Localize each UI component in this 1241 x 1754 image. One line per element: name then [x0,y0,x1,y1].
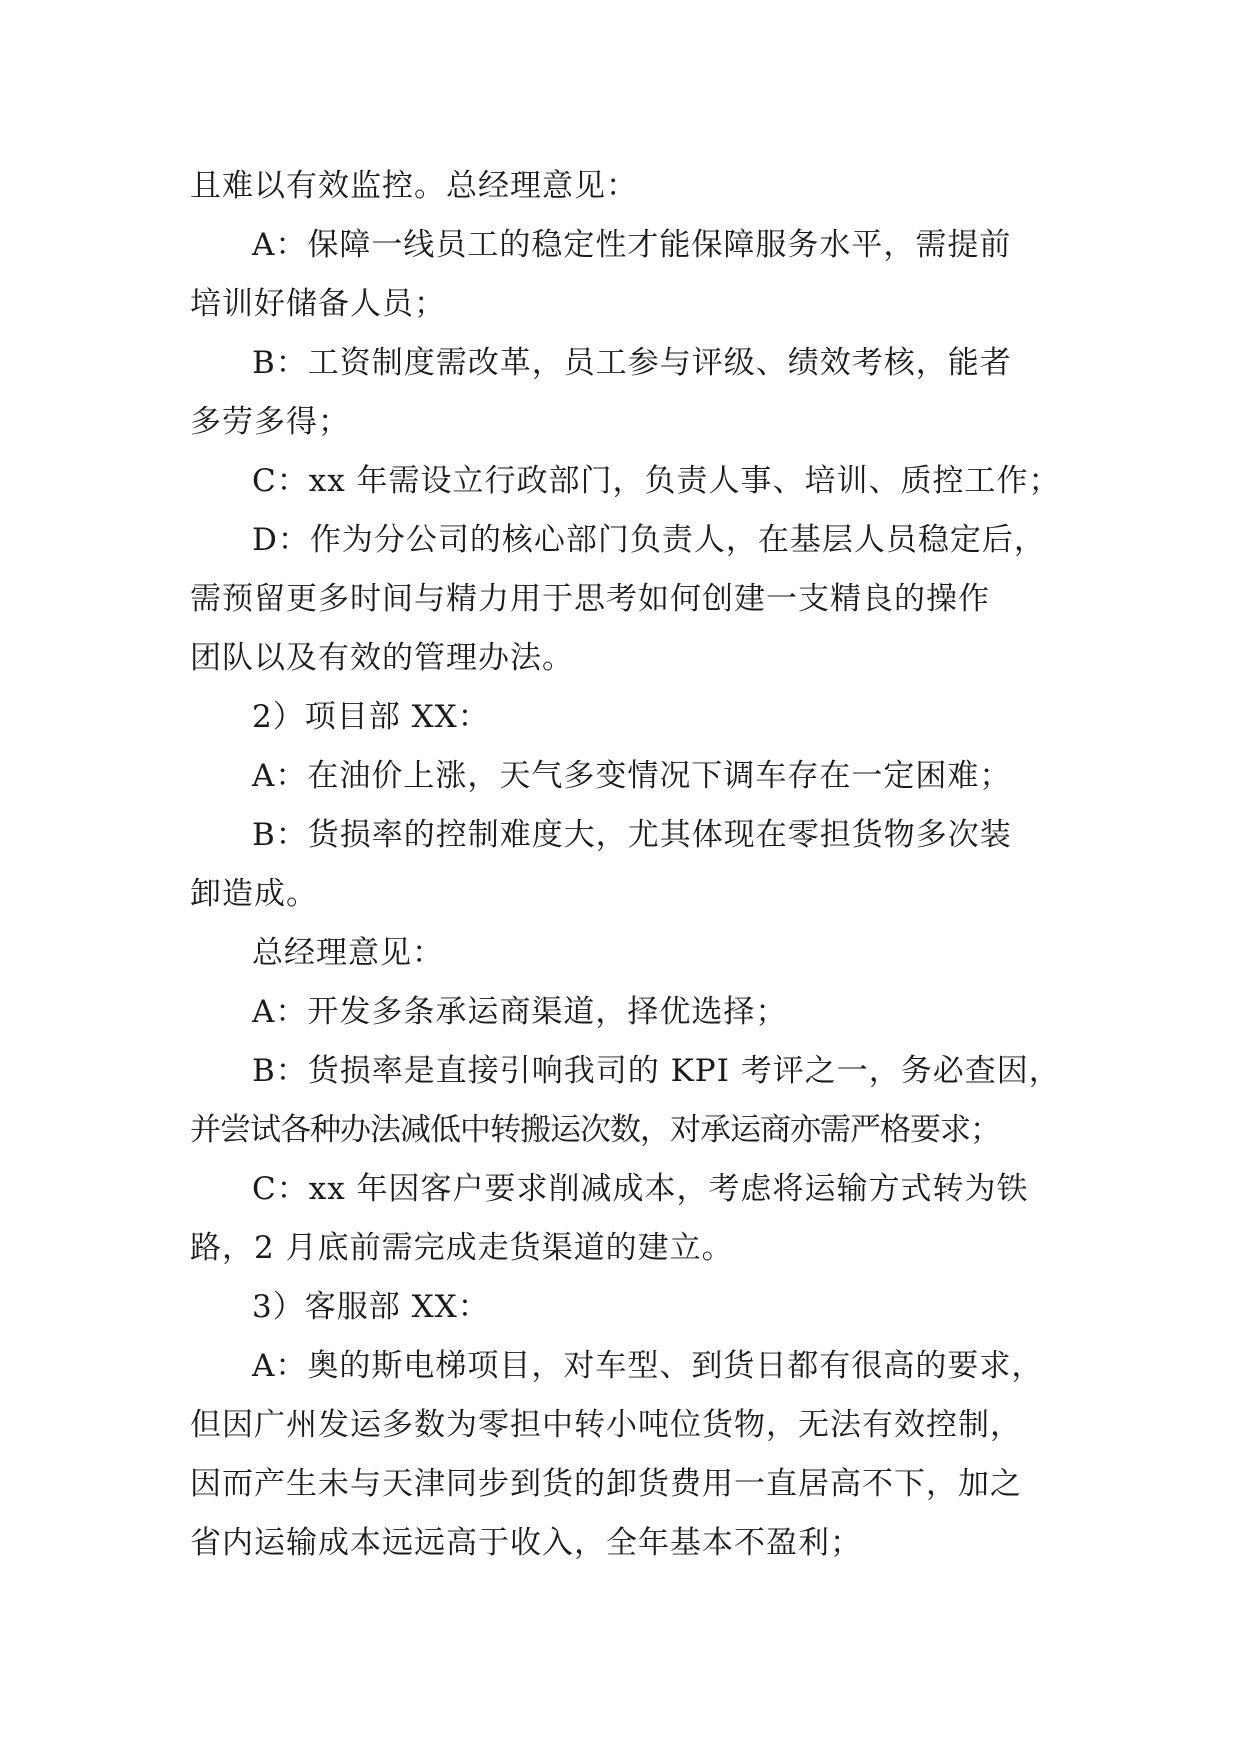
text-line: B：货损率是直接引响我司的 KPI 考评之一，务必查因， [252,1053,1061,1089]
text-line: 且难以有效监控。总经理意见： [190,168,638,204]
text-line: 因而产生未与天津同步到货的卸货费用一直居高不下，加之 [190,1466,1022,1502]
section-heading: 3）客服部 XX： [252,1289,490,1325]
text-line: C：xx 年需设立行政部门，负责人事、培训、质控工作； [252,463,1061,499]
section-heading: 2）项目部 XX： [252,699,490,735]
text-line: 总经理意见： [252,935,444,971]
text-line: 但因广州发运多数为零担中转小吨位货物，无法有效控制， [190,1407,1022,1443]
text-line: A：在油价上涨，天气多变情况下调车存在一定困难； [252,758,1012,794]
text-line: D：作为分公司的核心部门负责人，在基层人员稳定后， [252,522,1046,558]
text-line: 培训好储备人员； [190,286,446,322]
text-line: 多劳多得； [190,404,350,440]
text-line: A：保障一线员工的稳定性才能保障服务水平，需提前 [252,227,1012,263]
text-line: 需预留更多时间与精力用于思考如何创建一支精良的操作 [190,581,990,617]
text-line: C：xx 年因客户要求削减成本，考虑将运输方式转为铁 [252,1171,1029,1207]
text-line: B：工资制度需改革，员工参与评级、绩效考核，能者 [252,345,1012,381]
text-line: 团队以及有效的管理办法。 [190,640,574,676]
text-line: B：货损率的控制难度大，尤其体现在零担货物多次装 [252,817,1012,853]
text-line: A：奥的斯电梯项目，对车型、到货日都有很高的要求， [252,1348,1044,1384]
text-line: 路，2 月底前需完成走货渠道的建立。 [190,1230,734,1266]
text-line: 并尝试各种办法减低中转搬运次数，对承运商亦需严格要求； [190,1112,1000,1148]
text-line: 省内运输成本远远高于收入，全年基本不盈利； [190,1525,862,1561]
text-line: A：开发多条承运商渠道，择优选择； [252,994,788,1030]
text-line: 卸造成。 [190,876,318,912]
